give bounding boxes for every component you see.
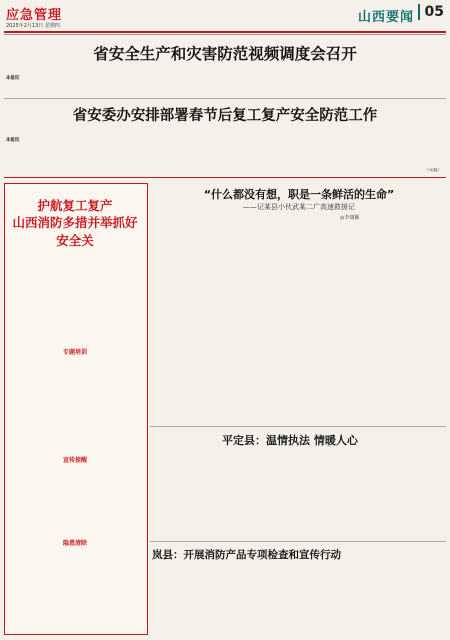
section-title-right: 山西要闻 (357, 10, 414, 25)
feature-title-line2: 山西消防多措并举抓好安全关 (12, 215, 138, 248)
article-3-body (152, 224, 446, 422)
article-3-byline: ◎李康颖 (340, 215, 360, 221)
article-3-subtitle: ——记某县小伙武某二广高速救援记 (243, 203, 355, 211)
feature-subhead-3: 隐患清除 (62, 540, 87, 547)
divider (4, 177, 446, 178)
page-number: 05 (418, 4, 444, 20)
divider (4, 98, 446, 99)
masthead-rule (4, 31, 446, 33)
article-4-headline: 平定县：温情执法 情暖人心 (222, 434, 358, 447)
masthead-rule-thin (4, 34, 446, 35)
issue-date: 2025年2月13日 星期四 (6, 23, 60, 29)
article-1-headline: 省安全生产和灾害防范视频调度会召开 (93, 45, 357, 63)
section-title-left: 应急管理 (6, 8, 63, 23)
article-2-body-block (6, 126, 444, 174)
divider (150, 426, 446, 427)
article-2-source: （宋鑫） (424, 168, 442, 173)
feature-body (10, 234, 140, 624)
divider (150, 541, 446, 542)
article-4-body (152, 450, 446, 538)
article-3-headline: “什么都没有想，职是一条鲜活的生命” (203, 188, 395, 201)
article-2-dateline: 本报讯 (6, 138, 20, 143)
article-1-body-block (6, 64, 444, 96)
article-5-headline: 岚县：开展消防产品专项检查和宣传行动 (152, 549, 341, 561)
article-1-dateline: 本报讯 (6, 76, 20, 81)
article-5-body (152, 565, 446, 635)
feature-title-line1: 护航复工复产 (37, 198, 113, 213)
article-2-headline: 省安委办安排部署春节后复工复产安全防范工作 (72, 108, 378, 124)
feature-subhead-1: 专题培训 (62, 349, 87, 356)
feature-subhead-2: 宣传提醒 (62, 457, 87, 464)
